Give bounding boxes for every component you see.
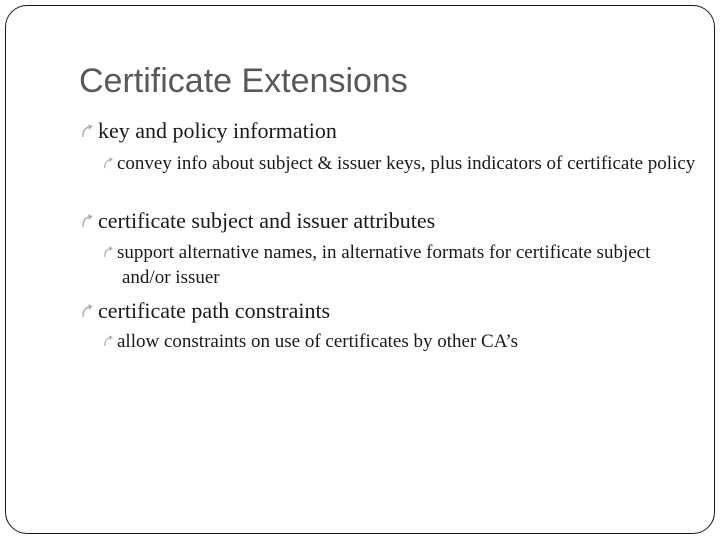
curved-arrow-bullet-icon (82, 304, 93, 318)
sub-bullet-item-allow-constraints (104, 329, 702, 354)
sub-bullet-item-convey-info (104, 151, 702, 176)
curved-arrow-bullet-icon (82, 214, 93, 228)
bullet-item-key-policy (82, 118, 692, 144)
sub-bullet-item-alternative-names (104, 240, 702, 290)
bullet-item-subject-issuer-attributes (82, 208, 692, 234)
bullet-text: allow constraints on use of certificates by other CA’s (117, 331, 519, 352)
slide-title: Certificate Extensions (79, 62, 408, 100)
bullet-item-path-constraints (82, 298, 692, 324)
bullet-text: certificate path constraints (98, 298, 331, 323)
bullet-text: convey info about subject & issuer keys, plus indicators of certificate policy (117, 153, 696, 174)
curved-arrow-bullet-icon (82, 124, 93, 138)
bullet-text: support alternative names, in alternative formats for certificate subject and/or issuer (117, 242, 651, 288)
curved-arrow-bullet-icon (104, 246, 113, 258)
bullet-text: key and policy information (98, 118, 337, 143)
curved-arrow-bullet-icon (104, 157, 113, 169)
curved-arrow-bullet-icon (104, 335, 113, 347)
bullet-text: certificate subject and issuer attributes (98, 208, 436, 233)
